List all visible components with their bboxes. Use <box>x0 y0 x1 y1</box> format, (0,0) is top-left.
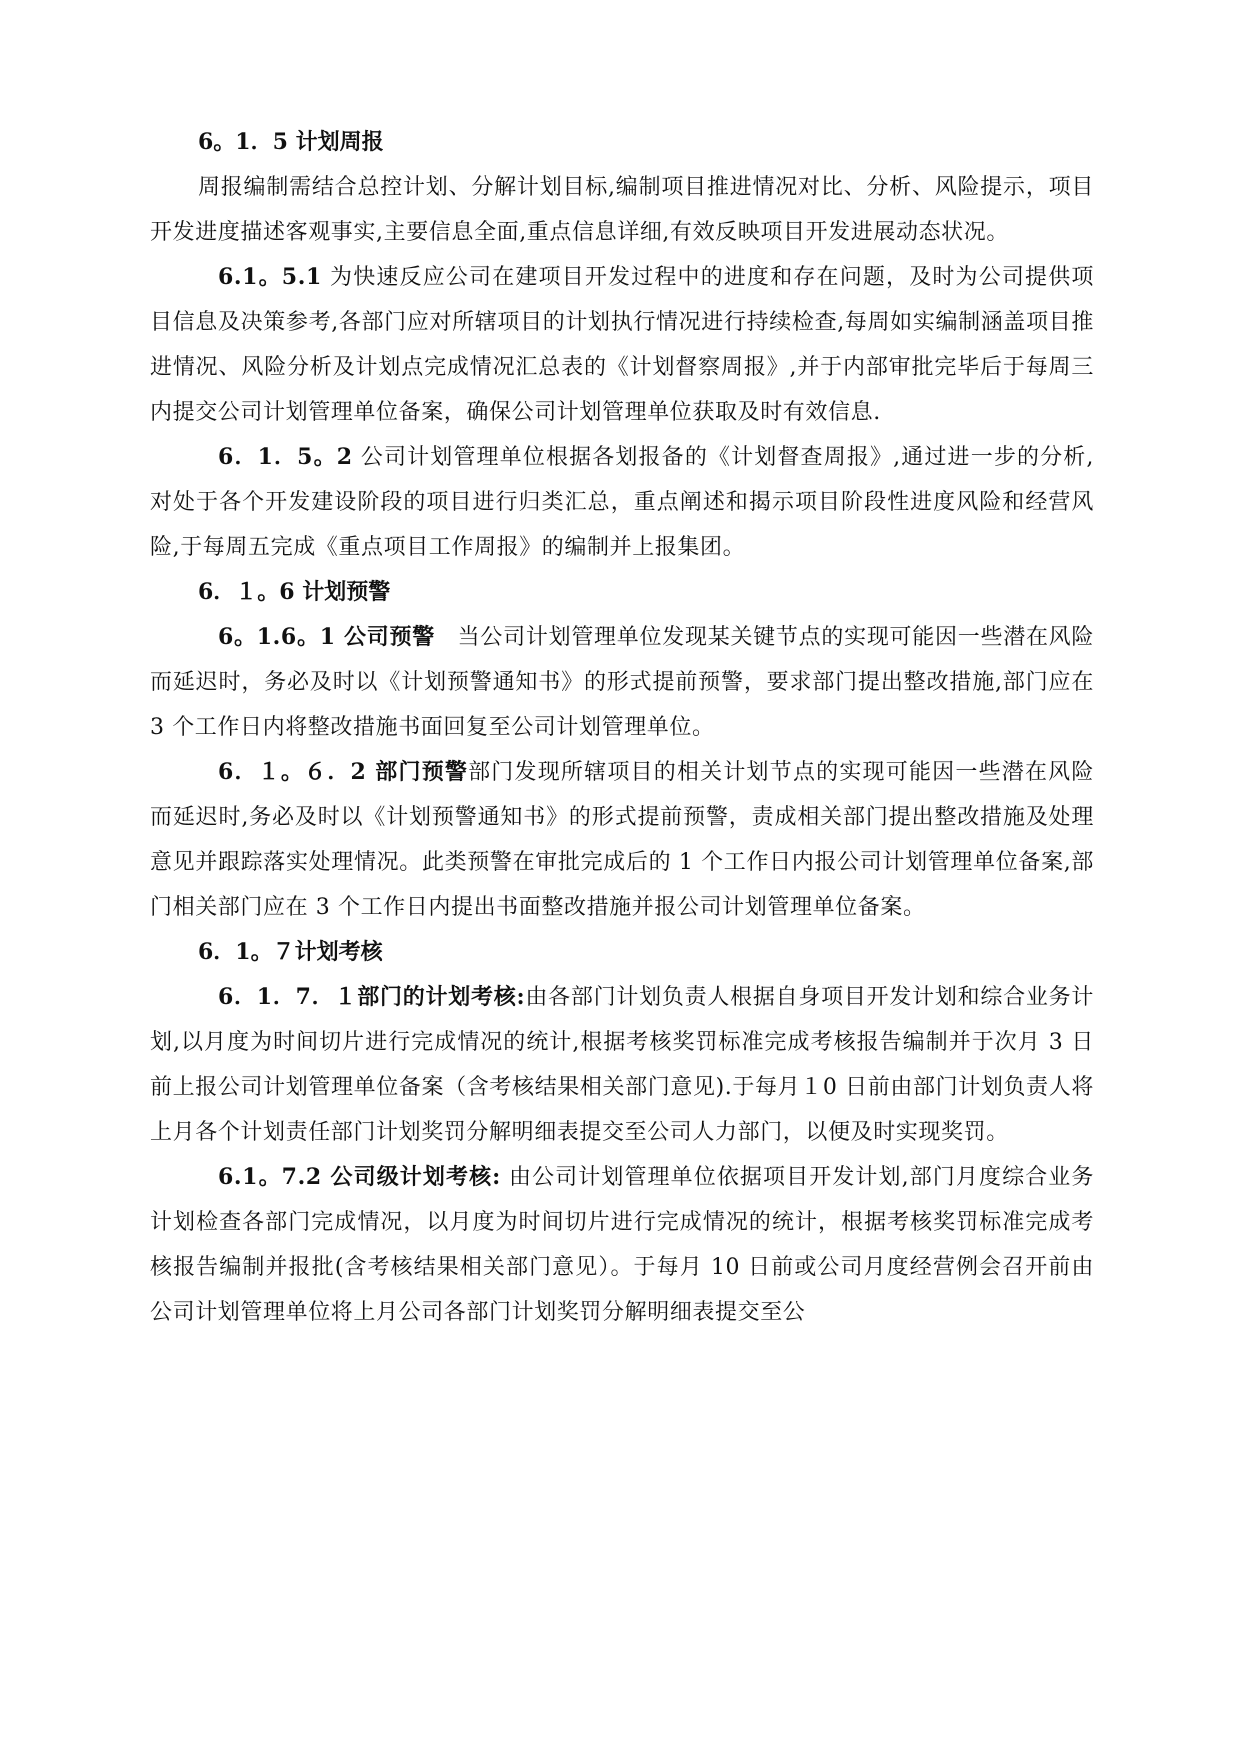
clause-text: 由各部门计划负责人根据自身项目开发计划和综合业务计划,以月度为时间切片进行完成情况的统计,根据考核奖罚标准完成考核报告编制并于次月 3 日前上报公司计划管理单位备案（含考核结果相关部门意见).于每月１0 日前由部门计划负责人将上月各个计划责任部门计划奖罚分解明细表提交至公司人力部门，以便及时实现奖罚。 <box>150 985 1094 1145</box>
section-heading-6-1-7: 6．1。７计划考核 <box>198 939 383 965</box>
clause-label: 6．1．5。2 <box>218 444 353 470</box>
clause-label: 6.1。7.2 公司级计划考核: <box>218 1164 501 1190</box>
clause-text: 公司计划管理单位根据各划报备的《计划督查周报》,通过进一步的分析,对处于各个开发建设阶段的项目进行归类汇总，重点阐述和揭示项目阶段性进度风险和经营风险,于每周五完成《重点项目工作周报》的编制并上报集团。 <box>150 445 1094 560</box>
paragraph-6-1-5-2 <box>150 435 1094 570</box>
paragraph-6-1-7-2 <box>150 1155 1094 1335</box>
section-heading-6-1-6: 6．１。6 计划预警 <box>198 579 391 605</box>
paragraph-weekly-report-intro: 周报编制需结合总控计划、分解计划目标,编制项目推进情况对比、分析、风险提示，项目开发进度描述客观事实,主要信息全面,重点信息详细,有效反映项目开发进展动态状况。 <box>150 175 1094 245</box>
clause-text: 为快速反应公司在建项目开发过程中的进度和存在问题，及时为公司提供项目信息及决策参考,各部门应对所辖项目的计划执行情况进行持续检查,每周如实编制涵盖项目推进情况、风险分析及计划点完成情况汇总表的《计划督察周报》,并于内部审批完毕后于每周三内提交公司计划管理单位备案，确保公司计划管理单位获取及时有效信息. <box>150 265 1094 425</box>
document-page <box>150 120 1094 1335</box>
clause-label: 6．１。６．2 部门预警 <box>218 759 469 785</box>
paragraph-6-1-7-1 <box>150 975 1094 1155</box>
paragraph-6-1-6-2 <box>150 750 1094 930</box>
clause-text: 当公司计划管理单位发现某关键节点的实现可能因一些潜在风险而延迟时，务必及时以《计划预警通知书》的形式提前预警，要求部门提出整改措施,部门应在 3 个工作日内将整改措施书面回复至公司计划管理单位。 <box>150 625 1095 740</box>
paragraph-6-1-5-1 <box>150 255 1094 435</box>
section-heading-6-1-5: 6。1．5 计划周报 <box>198 129 384 155</box>
clause-label: 6。1.6。1 公司预警 <box>218 624 435 650</box>
clause-text: 由公司计划管理单位依据项目开发计划,部门月度综合业务计划检查各部门完成情况，以月度为时间切片进行完成情况的统计，根据考核奖罚标准完成考核报告编制并报批(含考核结果相关部门意见）。于每月 10 日前或公司月度经营例会召开前由公司计划管理单位将上月公司各部门计划奖罚分解明细表提交至公 <box>150 1165 1094 1325</box>
clause-text: 部门发现所辖项目的相关计划节点的实现可能因一些潜在风险而延迟时,务必及时以《计划预警通知书》的形式提前预警，责成相关部门提出整改措施及处理意见并跟踪落实处理情况。此类预警在审批完成后的 1 个工作日内报公司计划管理单位备案,部门相关部门应在 3 个工作日内提出书面整改措施并报公司计划管理单位备案。 <box>150 760 1094 920</box>
paragraph-6-1-6-1 <box>150 615 1094 750</box>
clause-label: 6.1。5.1 <box>218 264 322 290</box>
clause-label: 6．1．7．１部门的计划考核: <box>218 984 526 1010</box>
